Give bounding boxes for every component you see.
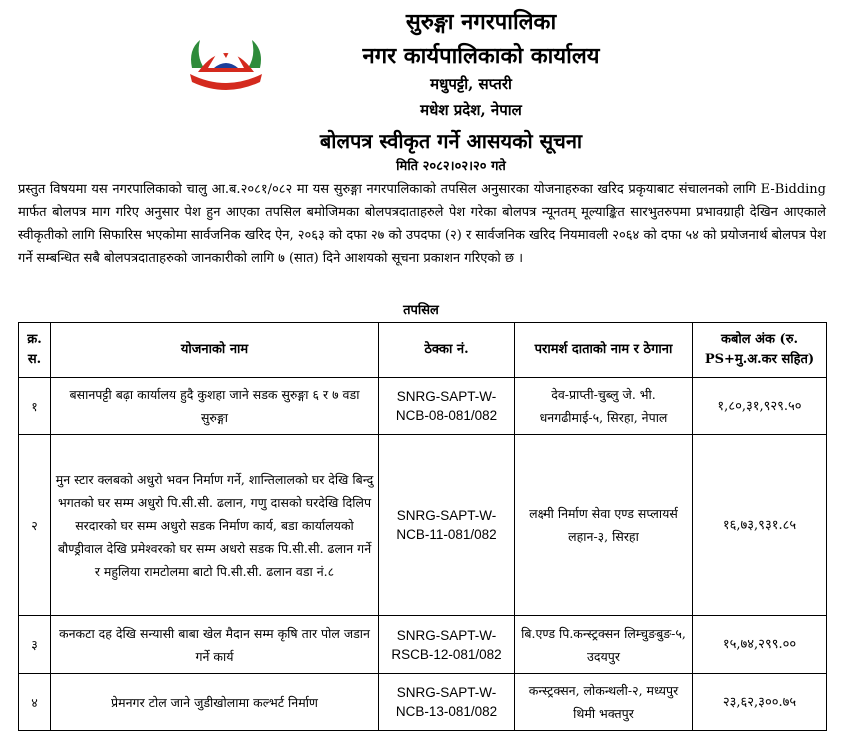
municipality-name: सुरुङ्गा नगरपालिका bbox=[405, 9, 557, 35]
row-amount: १६,७३,९३१.८५ bbox=[693, 435, 827, 616]
row-project: कनकटा दह देखि सन्यासी बाबा खेल मैदान सम्म कृषि तार पोल जडान गर्ने कार्य bbox=[51, 616, 379, 674]
row-consultant: कन्स्ट्रक्सन, लोकन्थली-२, मध्यपुर थिमी भक्तपुर bbox=[515, 674, 693, 731]
row-project: बसानपट्टी बढ़ा कार्यालय हुदै कुशहा जाने सडक सुरुङ्गा ६ र ७ वडा सुरुङ्गा bbox=[51, 378, 379, 435]
office-province: मधेश प्रदेश, नेपाल bbox=[420, 101, 522, 119]
notice-header bbox=[0, 0, 842, 175]
row-amount: १५,७४,२९९.०० bbox=[693, 616, 827, 674]
row-amount: १,८०,३१,९२९.५० bbox=[693, 378, 827, 435]
notice-title: बोलपत्र स्वीकृत गर्ने आसयको सूचना bbox=[319, 129, 583, 153]
row-project: प्रेमनगर टोल जाने जुडीखोलामा कल्भर्ट निर्माण bbox=[51, 674, 379, 731]
notice-date: मिति २०८२।०२।२० गते bbox=[396, 159, 506, 174]
row-sn: २ bbox=[19, 435, 51, 616]
table-row bbox=[19, 616, 827, 674]
header-sn: क्र. स. bbox=[19, 323, 51, 378]
row-contract: SNRG-SAPT-W-NCB-08-081/082 bbox=[379, 378, 515, 435]
row-contract: SNRG-SAPT-W-NCB-11-081/082 bbox=[379, 435, 515, 616]
row-contract: SNRG-SAPT-W-RSCB-12-081/082 bbox=[379, 616, 515, 674]
row-sn: ३ bbox=[19, 616, 51, 674]
table-header-row bbox=[19, 323, 827, 378]
row-amount: २३,६२,३००.७५ bbox=[693, 674, 827, 731]
table-row bbox=[19, 674, 827, 731]
bid-table bbox=[18, 322, 827, 731]
header-amount: कबोल अंक (रु. PS+मु.अ.कर सहित) bbox=[693, 323, 827, 378]
table-row bbox=[19, 435, 827, 616]
table-row bbox=[19, 378, 827, 435]
tapsil-label: तपसिल bbox=[403, 303, 439, 318]
row-consultant: लक्ष्मी निर्माण सेवा एण्ड सप्लायर्स लहान-३, सिरहा bbox=[515, 435, 693, 616]
row-project: मुन स्टार क्लबको अधुरो भवन निर्माण गर्ने, शान्तिलालको घर देखि बिन्दु भगतको घर सम्म अधुरो पि.सी.सी. ढलान, गणु दासको घरदेखि दिलिप सरदारको घर सम्म अधुरो सडक निर्माण कार्य, बडा कार्यालयको बौण्ड्रीवाल देखि प्रमेश्वरको घर सम्म अधरो सडक पि.सी.सी. ढलान गर्ने र महुलिया रामटोलमा बाटो पि.सी.सी. ढलान वडा नं.८ bbox=[51, 435, 379, 616]
row-consultant: बि.एण्ड पि.कन्स्ट्रक्सन लिम्चुङबुङ-५, उदयपुर bbox=[515, 616, 693, 674]
office-name: नगर कार्यपालिकाको कार्यालय bbox=[362, 43, 600, 69]
row-consultant: देव-प्राप्ती-चुब्लु जे. भी. धनगढीमाई-५, सिरहा, नेपाल bbox=[515, 378, 693, 435]
row-sn: १ bbox=[19, 378, 51, 435]
intro-paragraph: प्रस्तुत विषयमा यस नगरपालिकाको चालु आ.ब.२०८१/०८२ मा यस सुरुङ्गा नगरपालिकाको तपसिल अनुसारका योजनाहरुका खरिद प्रकृयाबाट संचालनको लागि E-Bidding मार्फत बोलपत्र माग गरिए अनुसार पेश हुन आएका तपसिल बमोजिमका बोलपत्रदाताहरुले पेश गरेका बोलपत्र न्यूनतम् मूल्याङ्कित सारभुतरुपमा प्रभावग्राही देखिन आएकाले स्वीकृतीको लागि सिफारिस भएकोमा सार्वजनिक खरिद ऐन, २०६३ को दफा २७ को उपदफा (२) र सार्वजनिक खरिद नियमावली २०६४ को दफा ५४ को प्रयोजनार्थ बोलपत्र पेश गर्ने सम्बन्धित सबै बोलपत्रदाताहरुको जानकारीको लागि ७ (सात) दिने आशयको सूचना प्रकाशन गरिएको छ । bbox=[18, 182, 826, 266]
header-project: योजनाको नाम bbox=[51, 323, 379, 378]
office-location: मधुपट्टी, सप्तरी bbox=[430, 75, 512, 93]
row-sn: ४ bbox=[19, 674, 51, 731]
header-consultant: परामर्श दाताको नाम र ठेगाना bbox=[515, 323, 693, 378]
row-contract: SNRG-SAPT-W-NCB-13-081/082 bbox=[379, 674, 515, 731]
header-contract: ठेक्का नं. bbox=[379, 323, 515, 378]
